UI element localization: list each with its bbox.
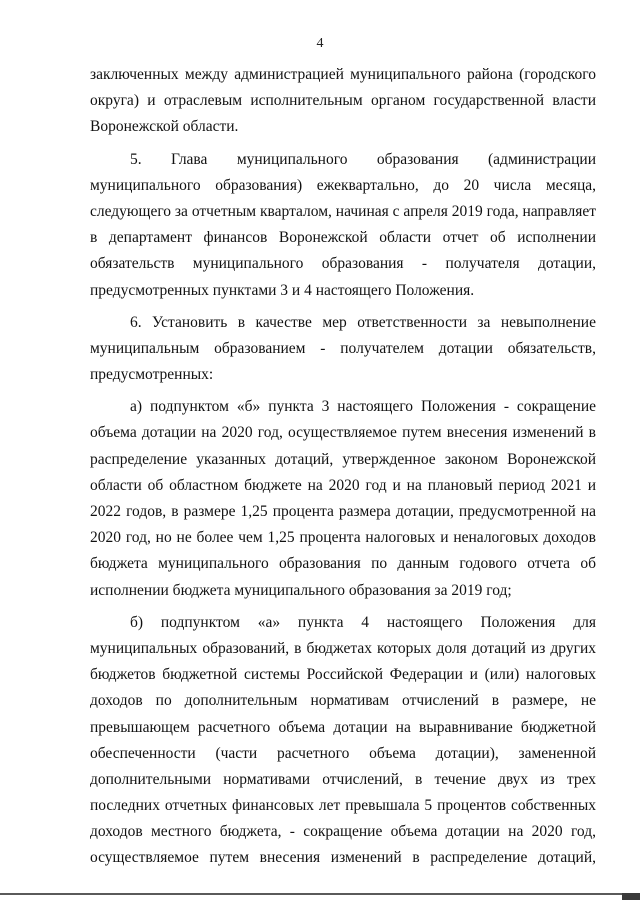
text-line: исполнении бюджета муниципального образования за 2019 год; [90, 581, 512, 599]
text-line: 2022 годов, в размере 1,25 процента размера дотации, предусмотренной на [90, 503, 596, 520]
text-line: превышающем расчетного объема дотации на выравнивание бюджетной [90, 718, 596, 736]
text-line: осуществляемое путем внесения изменений в распределение дотаций, [90, 849, 596, 867]
text-line: объема дотации на 2020 год, осуществляемое путем внесения изменений в [90, 424, 596, 442]
paragraph-6-first-line: 6. Установить в качестве мер ответственности за невыполнение [130, 313, 596, 331]
document-body [90, 62, 596, 872]
paragraph-5-first-line: 5. Глава муниципального образования (администрации [130, 150, 596, 168]
scan-edge-corner [622, 893, 640, 900]
page-number: 4 [316, 36, 324, 51]
text-line: муниципальных образований, в бюджетах которых доля дотаций из других [90, 639, 596, 657]
text-line: муниципального образования) ежеквартально, до 20 числа месяца, [90, 176, 596, 194]
text-line: дополнительными нормативами отчислений, в течение двух из трех [90, 770, 596, 788]
text-line: бюджета муниципального образования по данным годового отчета об [90, 555, 596, 573]
text-line: последних отчетных финансовых лет превышала 5 процентов собственных [90, 797, 596, 815]
text-line: предусмотренных: [90, 366, 214, 384]
text-line: области об областном бюджете на 2020 год и на плановый период 2021 и [90, 476, 596, 494]
text-line: округа) и отраслевым исполнительным органом государственной власти [90, 92, 596, 110]
text-line: предусмотренных пунктами 3 и 4 настоящего Положения. [90, 281, 475, 299]
text-line: бюджетов бюджетной системы Российской Федерации и (или) налоговых [90, 666, 596, 684]
text-line: следующего за отчетным кварталом, начиная с апреля 2019 года, направляет [90, 202, 596, 220]
text-line: Воронежской области. [90, 118, 239, 136]
text-line: 2020 год, но не более чем 1,25 процента налоговых и неналоговых доходов [90, 529, 596, 547]
text-line: обязательств муниципального образования - получателя дотации, [90, 255, 596, 273]
text-line: заключенных между администрацией муниципального района (городского [90, 66, 596, 83]
text-line: доходов по дополнительным нормативам отчислений в размере, не [90, 692, 596, 710]
text-line: доходов местного бюджета, - сокращение объема дотации на 2020 год, [90, 823, 596, 841]
text-line: обеспеченности (части расчетного объема дотации), замененной [90, 744, 596, 762]
text-line: в департамент финансов Воронежской области отчет об исполнении [90, 229, 596, 247]
text-line: муниципальным образованием - получателем дотации обязательств, [90, 339, 596, 357]
subparagraph-a-first-line: а) подпунктом «б» пункта 3 настоящего Положения - сокращение [130, 398, 596, 416]
scan-edge-line [0, 893, 640, 895]
subparagraph-b-first-line: б) подпунктом «а» пункта 4 настоящего Положения для [130, 613, 596, 631]
text-line: распределение указанных дотаций, утвержденное законом Воронежской [90, 450, 596, 468]
